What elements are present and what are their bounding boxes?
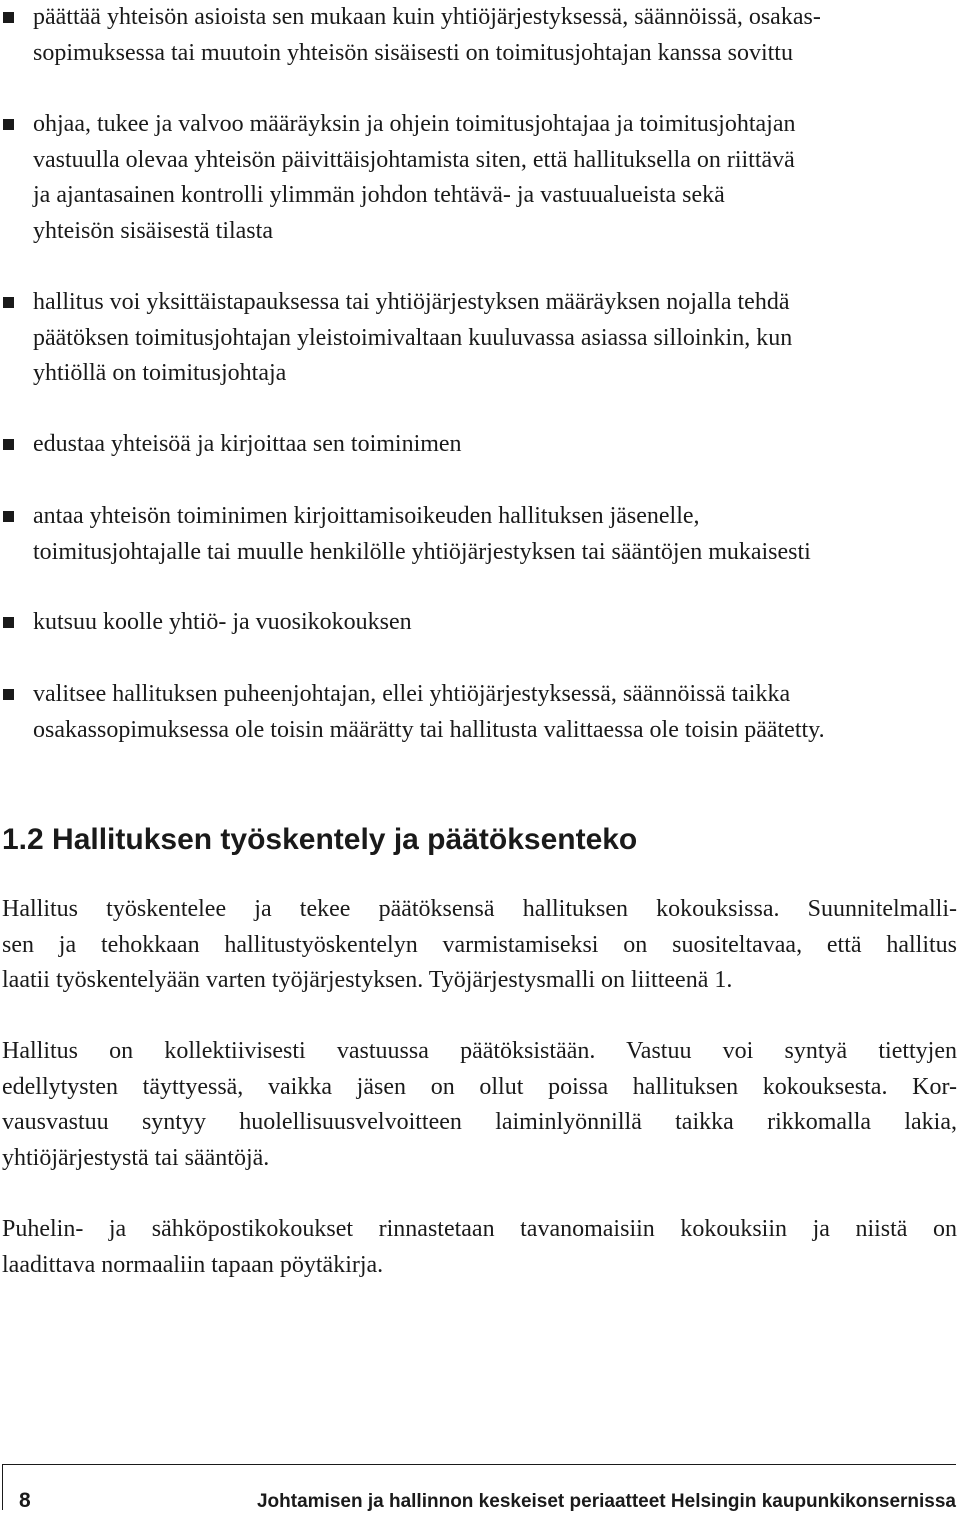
square-bullet-icon <box>3 439 14 450</box>
text-line: sopimuksessa tai muutoin yhteisön sisäisesti on toimitusjohtajan kanssa sovittu <box>33 39 793 66</box>
text-line: edellytysten täyttyessä, vaikka jäsen on ollut poissa hallituksen kokouksesta. Kor- <box>2 1073 957 1100</box>
text-line: kutsuu koolle yhtiö- ja vuosikokouksen <box>33 609 412 635</box>
page-number: 8 <box>19 1489 31 1512</box>
footer-page-divider <box>2 1464 3 1510</box>
text-line: vausvastuu syntyy huolellisuusvelvoitteen laiminlyönnillä taikka rikkomalla lakia, <box>2 1109 957 1136</box>
bullet-text <box>33 427 958 463</box>
bullet-text <box>33 605 958 641</box>
footer-divider <box>2 1464 956 1465</box>
paragraph <box>2 1034 957 1176</box>
bullet-text <box>33 107 958 249</box>
square-bullet-icon <box>3 297 14 308</box>
square-bullet-icon <box>3 689 14 700</box>
bullet-text <box>33 285 958 392</box>
paragraph <box>2 892 957 999</box>
text-line: yhtiöllä on toimitusjohtaja <box>33 360 287 387</box>
text-line: yhteisön sisäisestä tilasta <box>33 217 273 244</box>
square-bullet-icon <box>3 617 14 628</box>
square-bullet-icon <box>3 12 14 23</box>
text-line: laatii työskentelyään varten työjärjestyksen. Työjärjestysmalli on liitteenä 1. <box>2 967 733 994</box>
text-line: yhtiöjärjestystä tai sääntöjä. <box>2 1144 270 1171</box>
text-line: osakassopimuksessa ole toisin määrätty tai hallitusta valittaessa ole toisin päätetty. <box>33 716 825 743</box>
text-line: edustaa yhteisöä ja kirjoittaa sen toiminimen <box>33 431 462 457</box>
text-line: sen ja tehokkaan hallitustyöskentelyn varmistamiseksi on suositeltavaa, että hallitus <box>2 931 957 958</box>
text-line: ja ajantasainen kontrolli ylimmän johdon tehtävä- ja vastuualueista sekä <box>33 182 725 209</box>
bullet-text <box>33 677 958 748</box>
text-line: ohjaa, tukee ja valvoo määräyksin ja ohjein toimitusjohtajaa ja toimitusjohtajan <box>33 111 796 137</box>
text-line: valitsee hallituksen puheenjohtajan, ellei yhtiöjärjestyksessä, säännöissä taikka <box>33 681 791 707</box>
text-line: antaa yhteisön toiminimen kirjoittamisoikeuden hallituksen jäsenelle, <box>33 503 700 529</box>
text-line: laadittava normaaliin tapaan pöytäkirja. <box>2 1251 384 1278</box>
square-bullet-icon <box>3 119 14 130</box>
footer-title: Johtamisen ja hallinnon keskeiset periaatteet Helsingin kaupunkikonsernissa <box>256 1491 956 1512</box>
text-line: päättää yhteisön asioista sen mukaan kuin yhtiöjärjestyksessä, säännöissä, osakas- <box>33 4 821 30</box>
text-line: hallitus voi yksittäistapauksessa tai yhtiöjärjestyksen määräyksen nojalla tehdä <box>33 289 790 315</box>
text-line: Hallitus työskentelee ja tekee päätöksensä hallituksen kokouksissa. Suunnitelmalli- <box>2 896 957 922</box>
text-line: toimitusjohtajalle tai muulle henkilölle yhtiöjärjestyksen tai sääntöjen mukaisesti <box>33 538 811 565</box>
section-heading: 1.2 Hallituksen työskentely ja päätöksenteko <box>2 823 638 856</box>
square-bullet-icon <box>3 511 14 522</box>
text-line: vastuulla olevaa yhteisön päivittäisjohtamista siten, että hallituksella on riittävä <box>33 146 795 173</box>
text-line: päätöksen toimitusjohtajan yleistoimivaltaan kuuluvassa asiassa silloinkin, kun <box>33 324 793 351</box>
text-line: Puhelin- ja sähköpostikokoukset rinnastetaan tavanomaisiin kokouksiin ja niistä on <box>2 1216 957 1242</box>
paragraph <box>2 1212 957 1283</box>
bullet-text <box>33 499 958 570</box>
text-line: Hallitus on kollektiivisesti vastuussa päätöksistään. Vastuu voi syntyä tiettyjen <box>2 1038 957 1064</box>
bullet-text <box>33 0 958 71</box>
